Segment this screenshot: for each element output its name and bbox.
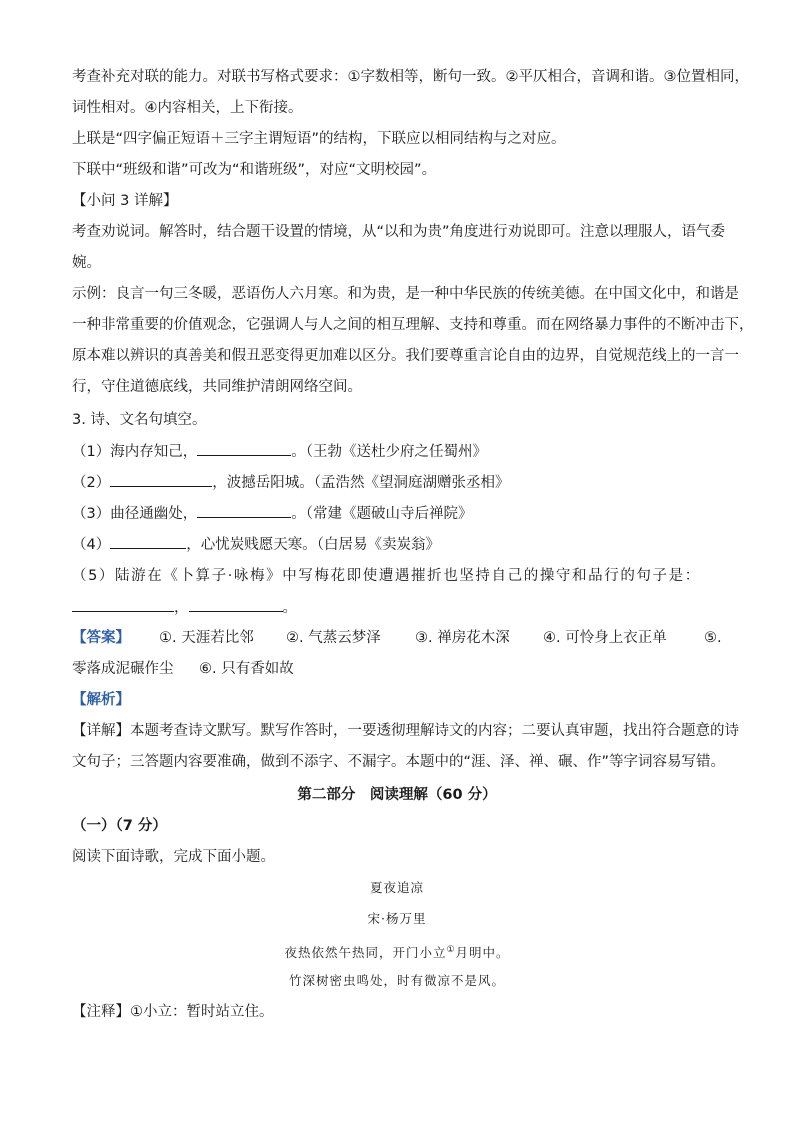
question-3-title: 3. 诗、文名句填空。 bbox=[72, 412, 207, 428]
answer-label: 【答案】 bbox=[72, 630, 130, 646]
para-1-line-1: 考查补充对联的能力。对联书写格式要求：①字数相等，断句一致。②平仄相合，音调和谐。③位置相同， bbox=[72, 69, 749, 85]
q3-item-3: （3）曲径通幽处， 。（常建《题破山寺后禅院》 bbox=[72, 503, 472, 524]
q3-item-2: （2） ，波撼岳阳城。（孟浩然《望洞庭湖赠张丞相》 bbox=[72, 472, 509, 493]
para-3: 下联中“班级和谐”可改为“和谐班级”，对应“文明校园”。 bbox=[72, 162, 437, 178]
analysis-line-1: 【详解】本题考查诗文默写。默写作答时，一要透彻理解诗文的内容；二要认真审题，找出符合题意的诗 bbox=[72, 723, 739, 739]
answer-blank[interactable] bbox=[110, 534, 186, 549]
example-line-3: 行，守住道德底线，共同维护清朗网络空间。 bbox=[72, 379, 362, 395]
answer-blank[interactable] bbox=[197, 441, 291, 456]
example-line-1: 一种非常重要的价值观念，它强调人与人之间的相互理解、支持和尊重。而在网络暴力事件的不断冲击下， bbox=[72, 317, 754, 333]
poem-author: 宋·杨万里 bbox=[367, 911, 427, 926]
para-4-line-2: 婉。 bbox=[72, 255, 101, 271]
analysis-label: 【解析】 bbox=[72, 692, 130, 708]
para-4-line-1: 考查劝说词。解答时，结合题干设置的情境，从“以和为贵”角度进行劝说即可。注意以理服人，语气委 bbox=[72, 224, 726, 240]
answer-5-marker: ⑤. bbox=[704, 630, 722, 646]
answer-2: ②. 气蒸云梦泽 bbox=[286, 630, 381, 646]
instruction: 阅读下面诗歌，完成下面小题。 bbox=[72, 849, 275, 865]
q3-item-4: （4） ，心忧炭贱愿天寒。（白居易《卖炭翁》 bbox=[72, 534, 440, 555]
answer-3: ③. 禅房花木深 bbox=[415, 630, 510, 646]
example-line-2: 原本难以辨识的真善美和假丑恶变得更加难以区分。我们要尊重言论自由的边界，自觉规范线上的一言一 bbox=[72, 348, 739, 364]
answer-5: 零落成泥碾作尘 bbox=[72, 661, 174, 677]
example-heading-line: 示例：良言一句三冬暖，恶语伤人六月寒。和为贵，是一种中华民族的传统美德。在中国文化中，和谐是 bbox=[72, 286, 739, 302]
q3-item-5: （5）陆游在《卜算子·咏梅》中写梅花即使遭遇摧折也坚持自己的操守和品行的句子是： bbox=[72, 568, 701, 584]
q3-item-1: （1）海内存知己， 。（王勃《送杜少府之任蜀州》 bbox=[72, 441, 487, 462]
para-1-line-2: 词性相对。④内容相关，上下衔接。 bbox=[72, 100, 303, 116]
poem-line-2: 竹深树密虫鸣处，时有微凉不是风。 bbox=[288, 973, 505, 988]
section-heading-q3-detail: 【小问 3 详解】 bbox=[72, 193, 178, 209]
answer-blank[interactable] bbox=[197, 503, 291, 518]
section-1-heading: （一）（7 分） bbox=[72, 818, 167, 834]
answer-1: ①. 天涯若比邻 bbox=[159, 630, 254, 646]
poem-title: 夏夜追凉 bbox=[369, 880, 424, 895]
poem-line-1: 夜热依然午热同，开门小立①月明中。 bbox=[284, 945, 510, 961]
answer-6: ⑥. 只有香如故 bbox=[199, 661, 294, 677]
q3-item-5-blanks: ， 。 bbox=[72, 597, 297, 618]
annotation: 【注释】①小立：暂时站立住。 bbox=[72, 1004, 274, 1020]
para-2: 上联是“四字偏正短语＋三字主谓短语”的结构，下联应以相同结构与之对应。 bbox=[72, 131, 566, 147]
part-2-heading: 第二部分 阅读理解（60 分） bbox=[297, 787, 497, 803]
answer-blank[interactable] bbox=[110, 472, 212, 487]
answer-blank[interactable] bbox=[189, 597, 283, 612]
answer-blank[interactable] bbox=[72, 597, 174, 612]
answer-4: ④. 可怜身上衣正单 bbox=[543, 630, 667, 646]
analysis-line-2: 文句子；三答题内容要准确，做到不添字、不漏字。本题中的“涯、泽、禅、碾、作”等字词容易写错。 bbox=[72, 754, 726, 770]
